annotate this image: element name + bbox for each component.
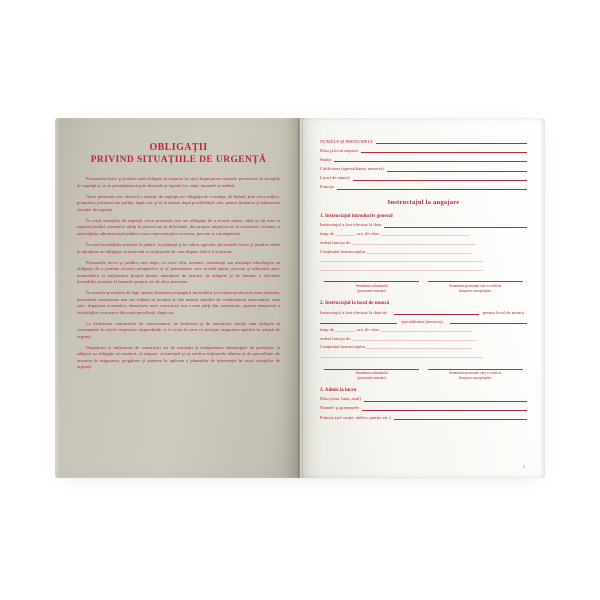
left-paragraph: Orice persoană care observă o situaţie de urgenţă are obligaţia de a anunţa, de îndată, prin orice mijloc, pompierii, primarul sau poliţia, după caz, şi să ia măsuri după posibilităţile sale, pentru limitarea şi înlăturarea situaţiei de urgenţă. bbox=[77, 193, 280, 212]
form-field-row[interactable] bbox=[320, 309, 527, 315]
signature-label-line1: Semnătura salariatului bbox=[355, 371, 388, 375]
field-label: Instructajul a fost efectuat la data de bbox=[320, 309, 387, 315]
form-field-row[interactable] bbox=[320, 222, 527, 228]
signature-label-line2: însuşirea cunoştinţelor bbox=[459, 375, 492, 380]
field-write-line[interactable] bbox=[384, 222, 527, 228]
form-field-row[interactable] bbox=[320, 175, 527, 181]
signature-rule bbox=[324, 369, 419, 370]
left-paragraph: Persoanele fizice şi juridice sunt obligate să respecte în orice împrejurare normele preventive în situaţiile de urgenţă şi să nu primejduiască prin deciziile şi faptele lor, viaţa, bunurile şi mediul. bbox=[77, 176, 280, 188]
section-1-heading: 1. Instructajul introductiv general bbox=[320, 213, 393, 219]
signature-rule bbox=[428, 369, 523, 370]
field-label: _______________________________________________________________________ bbox=[320, 265, 484, 271]
left-paragraph: În cazurile prevăzute de lege, pentru limitarea propagării incendiilor şi evitarea producerii unui dezastru, persoanele menţionate mai sus trebuie să accepte şi alte măsuri stabilite de conducătorul intervenţiei, cum sunt: degajarea terenurilor, demolarea unei construcţii sau a unei părţi din construcţie, oprirea temporară a activităţilor, evacuarea din zona periclitată, după caz. bbox=[77, 290, 280, 315]
right-page bbox=[300, 118, 545, 478]
signature-label-line1: Semnătura salariatului bbox=[355, 283, 388, 288]
field-label: timp de _________ ore, de către _______________________________________ bbox=[320, 231, 471, 237]
form-field-row[interactable] bbox=[320, 249, 527, 255]
signature-label-line2: (persoanei instruite) bbox=[357, 375, 387, 380]
signature-label-line2: (persoanei instruite) bbox=[357, 288, 387, 293]
signature-label-line2: însuşirea cunoştinţelor bbox=[459, 288, 492, 293]
field-write-line[interactable] bbox=[394, 414, 527, 420]
open-book bbox=[55, 118, 545, 478]
signature-rule bbox=[324, 281, 419, 282]
field-write-line[interactable] bbox=[320, 318, 397, 324]
field-label: _______________________________________________________________________ bbox=[320, 353, 484, 358]
field-label: Calificarea (specialitatea, meseria) bbox=[320, 166, 384, 172]
signature-label-line1: Semnătura persoanei care a verificat bbox=[449, 283, 502, 288]
field-label: pentru locul de muncă bbox=[483, 309, 524, 315]
field-write-line[interactable] bbox=[334, 156, 527, 162]
field-write-line[interactable] bbox=[362, 405, 527, 411]
field-write-line[interactable] bbox=[387, 166, 527, 172]
field-write-line[interactable] bbox=[337, 184, 527, 190]
form-field-row[interactable] bbox=[320, 138, 527, 144]
field-write-line[interactable] bbox=[353, 175, 527, 181]
field-label: Funcţia (şef secţie, atelier, şantier etc.) bbox=[320, 414, 391, 420]
field-label: Data (ziua, luna, anul) bbox=[320, 396, 361, 402]
left-page-title-line2: PRIVIND SITUAȚIILE DE URGENȚĂ bbox=[90, 154, 267, 165]
left-page bbox=[55, 118, 300, 478]
signature-block-verifier[interactable] bbox=[428, 369, 523, 381]
field-write-line[interactable] bbox=[394, 309, 479, 315]
signature-rule bbox=[428, 281, 523, 282]
form-field-row[interactable] bbox=[320, 396, 527, 402]
signature-block-employee[interactable] bbox=[324, 369, 419, 381]
form-field-row[interactable] bbox=[320, 266, 527, 272]
form-field-row[interactable] bbox=[320, 166, 527, 172]
section-2-heading: 2. Instructajul la locul de muncă bbox=[320, 300, 390, 306]
field-label: având funcţia de ______________________________________________________ bbox=[320, 335, 476, 341]
field-label: Numele şi prenumele bbox=[320, 405, 360, 411]
right-page-title: Instructajul la angajare bbox=[387, 198, 460, 206]
signature-block-verifier[interactable] bbox=[428, 281, 523, 293]
left-paragraph: În cazul situaţiilor de urgenţă, orice persoană care are obligaţia de a acorda ajutor, când şi cât este cu raţional posibil, semenilor aflaţi în pericol sau în dificultate, din proprie iniţiativă ori la solicitarea victimei, a autorităţilor administraţiei publice sau a reprezentaţilor acestora, precum şi a pompierilor. bbox=[77, 217, 280, 236]
page-number: 1 bbox=[522, 464, 525, 469]
field-label: Conţinutul instructajului ______________________________________________ bbox=[320, 344, 472, 350]
field-label: NUMELE ŞI PRENUMELE bbox=[320, 138, 374, 144]
form-field-row[interactable] bbox=[320, 257, 527, 263]
form-field-row[interactable] bbox=[320, 405, 527, 411]
section-1-signature-row bbox=[320, 281, 527, 293]
field-label: Instructajul a fost efectuat la data bbox=[320, 222, 382, 228]
field-label: specialitatea (meseria) bbox=[401, 318, 443, 324]
field-label: Locul de muncă bbox=[320, 175, 350, 181]
left-paragraph: În cazul incendiilor produse la păduri, la plantaţii şi la culturi agricole, persoanele fizice şi juridice aflate în apropiere au obligaţia să intervină cu mijloacele de care dispun, fără a fi solicitate. bbox=[77, 242, 280, 254]
left-paragraph: Deţinătorii şi utilizatorii de construcţii ori de instalaţii şi echipamente tehnologice de producţie, şi adăpost au obligaţia să conducă, să asigure, să întreţină şi să verifice mijloacele tehnice şi de specialitate ale acestora în asigurarea, pregătirea şi punerea în aplicare a planurilor de intervenţie în cazul situaţiilor de urgenţă. bbox=[77, 344, 280, 370]
field-label: Funcţia bbox=[320, 184, 334, 190]
left-paragraph: La încheierea contractelor de concesionare, de închiriere şi de antrepriză, părţile sunt obligate să consemneze în actele respective răspunderile ce le revin în ceea ce priveşte asigurarea apărării în situaţii de urgenţă. bbox=[77, 320, 280, 339]
book-gutter bbox=[298, 118, 303, 478]
form-field-row[interactable] bbox=[320, 318, 527, 324]
form-field-row[interactable] bbox=[320, 336, 527, 342]
form-field-row[interactable] bbox=[320, 353, 527, 359]
section-3-heading: 3. Admis la lucru bbox=[320, 387, 357, 393]
field-label: Data şi locul naşterii bbox=[320, 147, 358, 153]
field-write-line[interactable] bbox=[361, 147, 527, 153]
field-write-line[interactable] bbox=[450, 318, 527, 324]
field-label: timp de _________ ore, de către ________________________________________ bbox=[320, 326, 473, 332]
left-paragraph: Persoanele fizice şi juridice care deţin, cu orice titlu, terenuri, construcţii sau instalaţii tehnologice au obligaţia de a permite accesul pompierilor şi al persoanelor care acordă ajutor, precum şi utilizarea apei, materialelor şi mijloacelor proprii pentru operaţiuni de salvare, de atingere şi de limitare a efectelor incendiilor produse la bunurile proprii ori ale altor persoane. bbox=[77, 259, 280, 285]
signature-block-employee[interactable] bbox=[324, 281, 419, 293]
field-label: Studii bbox=[320, 156, 331, 162]
form-field-row[interactable] bbox=[320, 231, 527, 237]
signature-label-line1: Semnătura persoanei care a verificat bbox=[449, 371, 502, 375]
form-field-row[interactable] bbox=[320, 240, 527, 246]
form-field-row[interactable] bbox=[320, 327, 527, 333]
left-page-title-line1: OBLIGAȚII bbox=[149, 142, 208, 153]
form-field-row[interactable] bbox=[320, 414, 527, 420]
field-write-line[interactable] bbox=[364, 396, 527, 402]
form-field-row[interactable] bbox=[320, 156, 527, 162]
left-page-title bbox=[77, 142, 280, 166]
form-field-row[interactable] bbox=[320, 344, 527, 350]
field-write-line[interactable] bbox=[376, 138, 527, 144]
field-label: _______________________________________________________________________ bbox=[320, 257, 484, 263]
section-2-signature-row bbox=[320, 369, 527, 381]
form-field-row[interactable] bbox=[320, 147, 527, 153]
field-label: Conţinutul instructajului ______________________________________________ bbox=[320, 248, 472, 254]
field-label: având funcţia de ______________________________________________________ bbox=[320, 239, 476, 245]
form-field-row[interactable] bbox=[320, 184, 527, 190]
